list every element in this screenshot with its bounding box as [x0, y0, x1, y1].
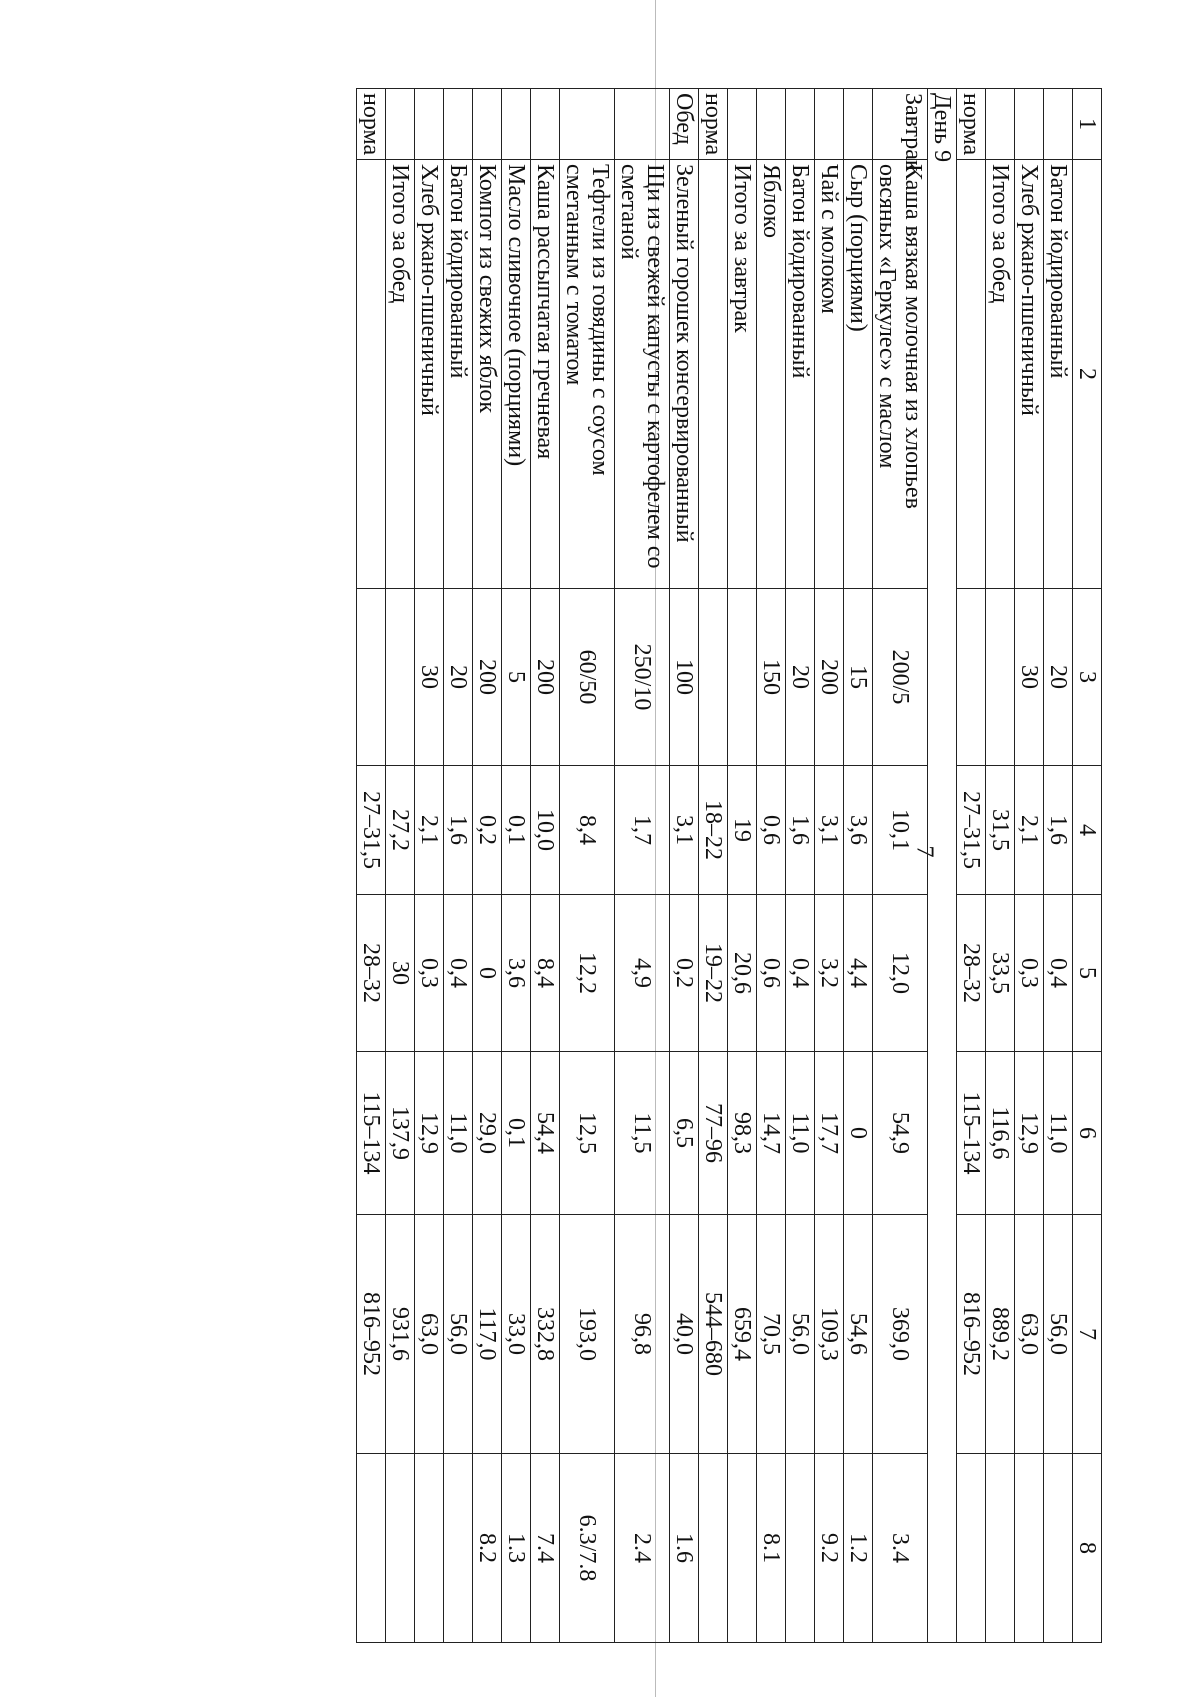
cell-col-7: 56,0 [1044, 1215, 1073, 1454]
cell-col-7: 63,0 [1015, 1215, 1044, 1454]
cell-col-6: 11,0 [1044, 1052, 1073, 1215]
cell-col-4: 1,7 [615, 766, 670, 895]
rotated-table-container [158, 88, 1102, 1582]
cell-col-6: 54,4 [531, 1052, 560, 1215]
cell-col-6: 115–134 [957, 1052, 986, 1215]
cell-col-1 [786, 89, 815, 160]
table-row [415, 89, 444, 1643]
cell-col-8 [1015, 1454, 1044, 1643]
table-row [957, 89, 986, 1643]
cell-col-7: 931,6 [386, 1215, 415, 1454]
cell-col-6: 137,9 [386, 1052, 415, 1215]
cell-col-2: Тефтели из говядины с соусом сметанным с томатом [560, 160, 615, 589]
cell-col-2: Итого за обед [386, 160, 415, 589]
cell-col-4: 0,1 [502, 766, 531, 895]
cell-col-6: 12,5 [560, 1052, 615, 1215]
cell-col-4: 27,2 [386, 766, 415, 895]
cell-col-8 [957, 1454, 986, 1643]
cell-col-4: 1,6 [1044, 766, 1073, 895]
cell-col-3 [357, 589, 386, 766]
cell-col-1: норма [957, 89, 986, 160]
cell-col-3: 200 [815, 589, 844, 766]
cell-col-4: 27–31,5 [357, 766, 386, 895]
cell-col-7: 70,5 [757, 1215, 786, 1454]
cell-col-3 [986, 589, 1015, 766]
header-cell-2: 2 [1073, 160, 1102, 589]
cell-col-7: 56,0 [786, 1215, 815, 1454]
table-row [531, 89, 560, 1643]
cell-col-5: 0 [473, 895, 502, 1052]
cell-col-8: 6.3/7.8 [560, 1454, 615, 1643]
cell-col-8 [728, 1454, 757, 1643]
cell-col-4: 31,5 [986, 766, 1015, 895]
header-cell-1: 1 [1073, 89, 1102, 160]
table-row [757, 89, 786, 1643]
cell-col-2: Компот из свежих яблок [473, 160, 502, 589]
cell-col-3: 30 [415, 589, 444, 766]
cell-col-2: Батон йодированный [1044, 160, 1073, 589]
table-row [873, 89, 928, 1643]
table-row [728, 89, 757, 1643]
cell-col-5: 3,2 [815, 895, 844, 1052]
cell-col-5: 0,3 [1015, 895, 1044, 1052]
cell-col-1: норма [699, 89, 728, 160]
cell-col-1: Обед [670, 89, 699, 160]
table-row [1015, 89, 1044, 1643]
cell-col-4: 10,1 [873, 766, 928, 895]
table-row [473, 89, 502, 1643]
cell-col-1 [473, 89, 502, 160]
table-row [444, 89, 473, 1643]
cell-col-6: 0,1 [502, 1052, 531, 1215]
cell-col-5: 0,3 [415, 895, 444, 1052]
cell-col-5: 8,4 [531, 895, 560, 1052]
cell-col-2 [699, 160, 728, 589]
cell-col-5: 28–32 [357, 895, 386, 1052]
cell-col-2: Зеленый горошек консервированный [670, 160, 699, 589]
cell-col-3: 30 [1015, 589, 1044, 766]
cell-col-2: Щи из свежей капусты с картофелем со сметаной [615, 160, 670, 589]
cell-col-3 [386, 589, 415, 766]
cell-col-6: 0 [844, 1052, 873, 1215]
cell-col-5: 0,4 [444, 895, 473, 1052]
cell-col-3 [957, 589, 986, 766]
cell-col-5: 0,2 [670, 895, 699, 1052]
cell-col-2: Итого за обед [986, 160, 1015, 589]
cell-col-1 [560, 89, 615, 160]
table-row [357, 89, 386, 1643]
cell-col-1 [986, 89, 1015, 160]
cell-col-4: 8,4 [560, 766, 615, 895]
cell-col-8: 9.2 [815, 1454, 844, 1643]
cell-col-8: 2.4 [615, 1454, 670, 1643]
cell-col-1 [1015, 89, 1044, 160]
cell-col-2 [357, 160, 386, 589]
cell-col-4: 10,0 [531, 766, 560, 895]
cell-col-6: 11,0 [786, 1052, 815, 1215]
table-row [786, 89, 815, 1643]
rotated-table-frame [158, 88, 1102, 1582]
cell-col-7: 193,0 [560, 1215, 615, 1454]
cell-col-2: Чай с молоком [815, 160, 844, 589]
cell-col-3: 200 [531, 589, 560, 766]
cell-col-5: 0,4 [1044, 895, 1073, 1052]
cell-col-3: 20 [786, 589, 815, 766]
header-row [1073, 89, 1102, 1643]
cell-col-5: 30 [386, 895, 415, 1052]
cell-col-1 [844, 89, 873, 160]
cell-col-5: 0,6 [757, 895, 786, 1052]
cell-col-7: 117,0 [473, 1215, 502, 1454]
cell-col-1 [502, 89, 531, 160]
cell-col-6: 11,0 [444, 1052, 473, 1215]
cell-col-3: 150 [757, 589, 786, 766]
cell-col-5: 0,4 [786, 895, 815, 1052]
cell-col-3: 250/10 [615, 589, 670, 766]
cell-col-2 [957, 160, 986, 589]
cell-col-4: 2,1 [1015, 766, 1044, 895]
cell-col-1 [386, 89, 415, 160]
cell-col-5: 33,5 [986, 895, 1015, 1052]
page-number: 7 [911, 845, 938, 858]
cell-col-8: 1.2 [844, 1454, 873, 1643]
cell-col-1 [1044, 89, 1073, 160]
cell-col-4: 19 [728, 766, 757, 895]
header-cell-3: 3 [1073, 589, 1102, 766]
nutrition-table [356, 88, 1102, 1643]
table-row [815, 89, 844, 1643]
cell-col-2: Итого за завтрак [728, 160, 757, 589]
cell-col-2: Сыр (порциями) [844, 160, 873, 589]
cell-col-6: 17,7 [815, 1052, 844, 1215]
cell-col-8 [699, 1454, 728, 1643]
cell-col-3: 20 [1044, 589, 1073, 766]
table-row [670, 89, 699, 1643]
table-row [699, 89, 728, 1643]
table-row [844, 89, 873, 1643]
cell-col-3: 5 [502, 589, 531, 766]
cell-col-8: 1.6 [670, 1454, 699, 1643]
cell-col-2: Хлеб ржано-пшеничный [415, 160, 444, 589]
cell-col-6: 29,0 [473, 1052, 502, 1215]
cell-col-7: 54,6 [844, 1215, 873, 1454]
cell-col-4: 1,6 [786, 766, 815, 895]
cell-col-3: 60/50 [560, 589, 615, 766]
cell-col-2: Яблоко [757, 160, 786, 589]
cell-col-6: 116,6 [986, 1052, 1015, 1215]
cell-col-3: 20 [444, 589, 473, 766]
table-row [386, 89, 415, 1643]
cell-col-2: Хлеб ржано-пшеничный [1015, 160, 1044, 589]
table-row [928, 89, 957, 1643]
table-row [502, 89, 531, 1643]
header-cell-8: 8 [1073, 1454, 1102, 1643]
cell-col-7: 659,4 [728, 1215, 757, 1454]
header-cell-4: 4 [1073, 766, 1102, 895]
cell-col-5: 4,9 [615, 895, 670, 1052]
cell-col-6: 54,9 [873, 1052, 928, 1215]
cell-col-2: Каша рассыпчатая гречневая [531, 160, 560, 589]
cell-col-8 [357, 1454, 386, 1643]
cell-col-7: 889,2 [986, 1215, 1015, 1454]
cell-col-6: 6,5 [670, 1052, 699, 1215]
cell-col-4: 18–22 [699, 766, 728, 895]
cell-col-7: 96,8 [615, 1215, 670, 1454]
cell-col-8 [1044, 1454, 1073, 1643]
cell-col-1 [615, 89, 670, 160]
cell-col-5: 20,6 [728, 895, 757, 1052]
cell-col-7: 332,8 [531, 1215, 560, 1454]
cell-col-1 [757, 89, 786, 160]
cell-col-6: 12,9 [1015, 1052, 1044, 1215]
cell-col-1 [728, 89, 757, 160]
cell-col-1 [815, 89, 844, 160]
cell-col-1 [444, 89, 473, 160]
cell-col-4: 3,6 [844, 766, 873, 895]
cell-col-4: 3,1 [815, 766, 844, 895]
cell-col-8: 8.1 [757, 1454, 786, 1643]
cell-col-7: 369,0 [873, 1215, 928, 1454]
cell-col-8 [386, 1454, 415, 1643]
cell-col-7: 816–952 [957, 1215, 986, 1454]
table-row [615, 89, 670, 1643]
cell-col-3: 100 [670, 589, 699, 766]
cell-col-5: 12,0 [873, 895, 928, 1052]
cell-col-5: 4,4 [844, 895, 873, 1052]
cell-col-7: 40,0 [670, 1215, 699, 1454]
table-row [560, 89, 615, 1643]
cell-col-6: 12,9 [415, 1052, 444, 1215]
cell-col-8 [444, 1454, 473, 1643]
cell-col-1: Завтрак [873, 89, 928, 160]
cell-col-6: 77–96 [699, 1052, 728, 1215]
cell-col-1: норма [357, 89, 386, 160]
cell-col-5: 19–22 [699, 895, 728, 1052]
cell-col-6: 115–134 [357, 1052, 386, 1215]
cell-col-3: 200 [473, 589, 502, 766]
cell-col-4: 3,1 [670, 766, 699, 895]
cell-col-7: 544–680 [699, 1215, 728, 1454]
cell-col-4: 0,6 [757, 766, 786, 895]
day-header-cell: День 9 [928, 89, 957, 1643]
cell-col-2: Каша вязкая молочная из хлопьев овсяных «Геркулес» с маслом [873, 160, 928, 589]
cell-col-3 [699, 589, 728, 766]
cell-col-8: 8.2 [473, 1454, 502, 1643]
cell-col-1 [415, 89, 444, 160]
cell-col-7: 33,0 [502, 1215, 531, 1454]
cell-col-2: Батон йодированный [444, 160, 473, 589]
cell-col-5: 12,2 [560, 895, 615, 1052]
cell-col-6: 98,3 [728, 1052, 757, 1215]
cell-col-6: 14,7 [757, 1052, 786, 1215]
cell-col-3 [728, 589, 757, 766]
cell-col-7: 816–952 [357, 1215, 386, 1454]
cell-col-1 [531, 89, 560, 160]
cell-col-7: 63,0 [415, 1215, 444, 1454]
cell-col-4: 27–31,5 [957, 766, 986, 895]
cell-col-7: 109,3 [815, 1215, 844, 1454]
cell-col-8 [786, 1454, 815, 1643]
cell-col-6: 11,5 [615, 1052, 670, 1215]
cell-col-4: 1,6 [444, 766, 473, 895]
cell-col-5: 3,6 [502, 895, 531, 1052]
cell-col-8 [415, 1454, 444, 1643]
cell-col-2: Масло сливочное (порциями) [502, 160, 531, 589]
table-row [986, 89, 1015, 1643]
cell-col-8: 3.4 [873, 1454, 928, 1643]
cell-col-8 [986, 1454, 1015, 1643]
cell-col-8: 7.4 [531, 1454, 560, 1643]
cell-col-4: 0,2 [473, 766, 502, 895]
cell-col-7: 56,0 [444, 1215, 473, 1454]
table-row [1044, 89, 1073, 1643]
header-cell-6: 6 [1073, 1052, 1102, 1215]
header-cell-7: 7 [1073, 1215, 1102, 1454]
cell-col-3: 15 [844, 589, 873, 766]
cell-col-3: 200/5 [873, 589, 928, 766]
cell-col-8: 1.3 [502, 1454, 531, 1643]
cell-col-2: Батон йодированный [786, 160, 815, 589]
cell-col-5: 28–32 [957, 895, 986, 1052]
header-cell-5: 5 [1073, 895, 1102, 1052]
cell-col-4: 2,1 [415, 766, 444, 895]
